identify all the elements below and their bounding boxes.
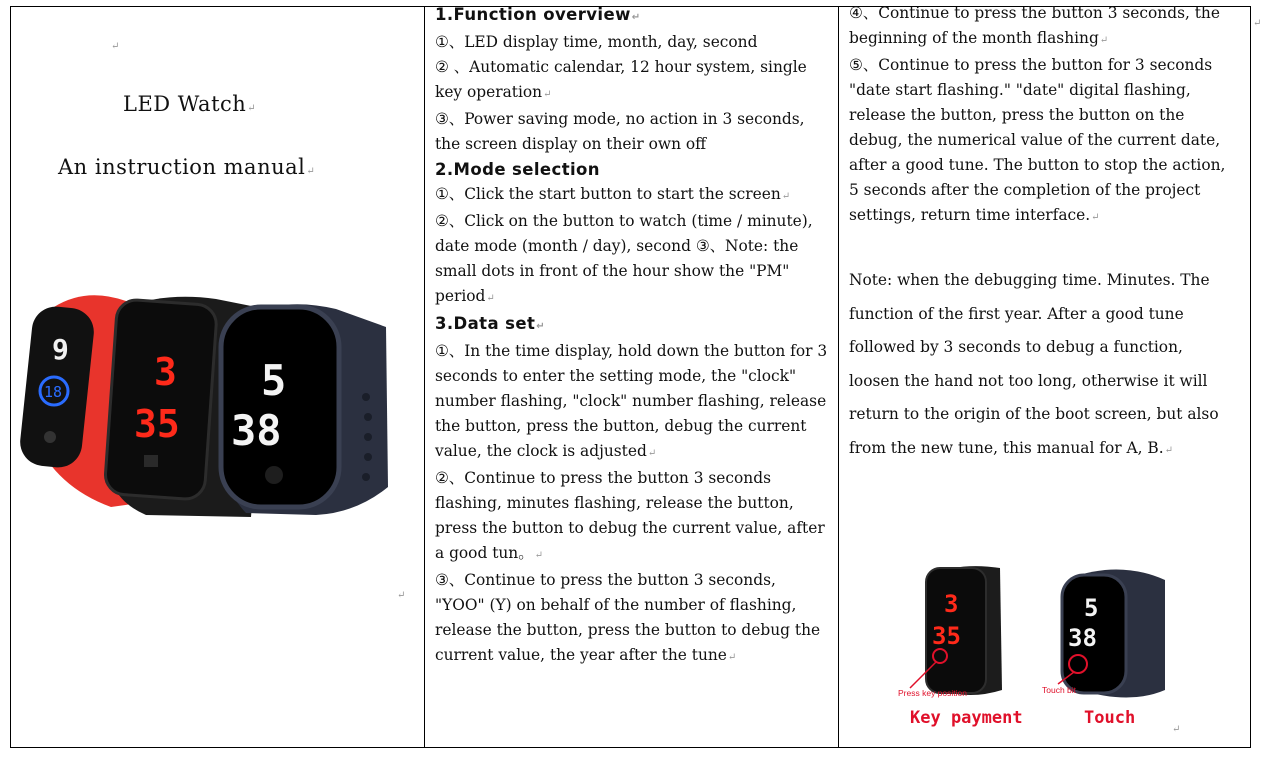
paragraph-mark-icon: ↵ [111,41,120,52]
touch-caption: Touch [1084,708,1136,728]
data-item-4: ④、Continue to press the button 3 seconds, the beginning of the month flashing↵ [849,4,1220,47]
data-item-1: ①、In the time display, hold down the button for 3 seconds to enter the setting mode, the "clock" number flashing, "clock" number flashing, release the button, press the button, debug the current value, the clock is adjusted↵ [435,342,828,460]
touch-watch-image [1058,569,1165,697]
paragraph-mark-icon: ↵ [1172,724,1181,735]
key-vs-touch-figure [890,560,1190,745]
touch-watch-digit-top: 5 [1084,594,1099,622]
black-watch-digit-top: 3 [154,350,177,394]
section-heading-mode-selection: 2.Mode selection [435,160,600,179]
key-watch-image [910,566,1002,695]
data-item-2: ②、Continue to press the button 3 seconds flashing, minutes flashing, release the button, press the button to debug the current value, after a good tun。↵ [435,469,825,562]
data-item-5: ⑤、Continue to press the button for 3 seconds "date start flashing." "date" digital flashing, release the button, press the button on the debug, the numerical value of the current date, after a good tune. The button to stop the action, 5 seconds after the completion of the project settings, return time interface.↵ [849,56,1226,224]
watches-photo [16,287,388,517]
red-watch-digit-bottom: 18 [44,383,63,401]
key-watch-digit-top: 3 [944,590,959,618]
mode-item-1: ①、Click the start button to start the screen↵ [435,185,791,203]
touch-bit-label: Touch bit [1042,685,1077,695]
key-caption: Key payment [910,708,1023,728]
data-item-3: ③、Continue to press the button 3 seconds, "YOO" (Y) on behalf of the number of flashing, release the button, press the button to debug the current value, the year after the tune↵ [435,571,821,664]
press-key-label: Press key position [898,688,967,698]
manual-subtitle: An instruction manual↵ [58,155,316,179]
navy-watch-digit-bottom: 38 [231,406,282,455]
touch-watch-digit-bottom: 38 [1068,624,1097,652]
mode-item-2: ②、Click on the button to watch (time / minute), date mode (month / day), second ③、Note: the small dots in front of the hour show the "PM" period↵ [435,212,813,305]
key-watch-digit-bottom: 35 [932,622,961,650]
note-paragraph: Note: when the debugging time. Minutes. The function of the first year. After a good tune followed by 3 seconds to debug a function, loosen the hand not too long, otherwise it will return to the origin of the boot screen, but also from the new tune, this manual for A, B.↵ [849,271,1219,457]
function-item-2: ② 、Automatic calendar, 12 hour system, single key operation↵ [435,58,807,101]
middle-column [425,0,837,757]
navy-watch [221,304,388,515]
black-watch-digit-bottom: 35 [134,402,180,446]
paragraph-mark-icon: ↵ [1253,18,1262,29]
red-watch-digit-top: 9 [52,333,69,366]
paragraph-mark-icon: ↵ [397,590,406,601]
section-heading-function-overview: 1.Function overview↵ [435,5,641,24]
function-item-3: ③、Power saving mode, no action in 3 seconds, the screen display on their own off [435,110,805,153]
product-title: LED Watch↵ [123,92,257,116]
navy-watch-digit-top: 5 [261,356,287,405]
section-heading-data-set: 3.Data set↵ [435,314,546,333]
function-item-1: ①、LED display time, month, day, second [435,33,758,51]
